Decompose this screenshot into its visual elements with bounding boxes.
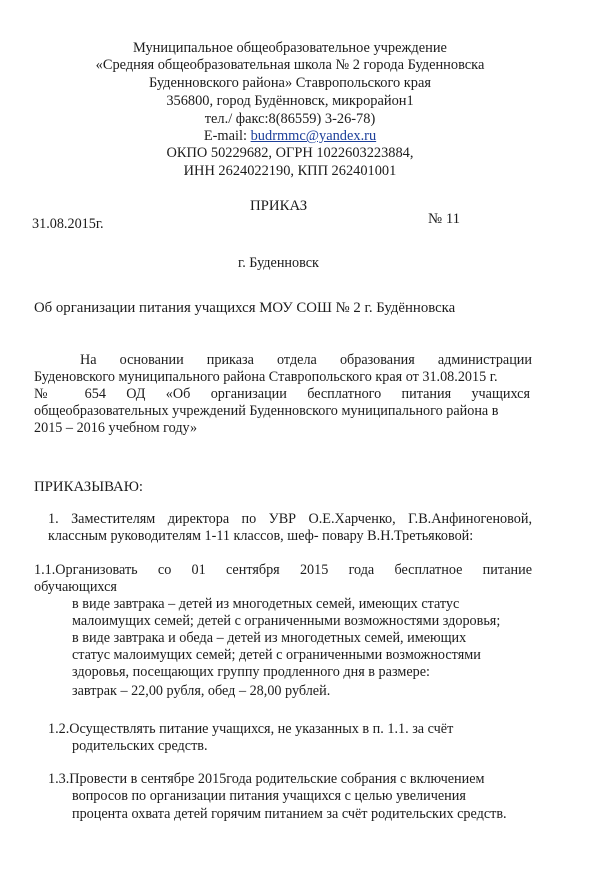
order-title: ПРИКАЗ <box>250 198 308 214</box>
order-number: № 11 <box>428 211 461 227</box>
item13-line-3: процента охвата детей горячим питанием за счёт родительских средств. <box>72 806 507 822</box>
email-link[interactable]: budrmmc@yandex.ru <box>250 128 377 144</box>
prikazyvayu-heading: ПРИКАЗЫВАЮ: <box>34 479 144 495</box>
order-subject: Об организации питания учащихся МОУ СОШ № 2 г. Будённовска <box>34 300 456 316</box>
basis-line-5: 2015 – 2016 учебном году» <box>34 420 198 436</box>
basis-line-2: Буденовского муниципального района Ставропольского края от 31.08.2015 г. <box>34 369 498 385</box>
item11-line-2: обучающихся <box>34 579 117 595</box>
item1-line-2: классным руководителям 1-11 классов, шеф- повару В.Н.Третьяковой: <box>48 528 474 544</box>
item11-line-4: малоимущих семей; детей с ограниченными возможностями здоровья; <box>72 613 501 629</box>
item11-line-1: 1.1.Организовать со 01 сентября 2015 года бесплатное питание <box>34 562 532 578</box>
item1-line-1: 1. Заместителям директора по УВР О.Е.Харченко, Г.В.Анфиногеновой, <box>48 511 532 527</box>
item13-line-1: 1.3.Провести в сентябре 2015года родительские собрания с включением <box>48 771 485 787</box>
item13-line-2: вопросов по организации питания учащихся с целью увеличения <box>72 788 466 804</box>
item12-line-2: родительских средств. <box>72 738 208 754</box>
item12-line-1: 1.2.Осуществлять питание учащихся, не указанных в п. 1.1. за счёт <box>48 721 454 737</box>
order-date: 31.08.2015г. <box>32 216 104 232</box>
header-line-2: «Средняя общеобразовательная школа № 2 города Буденновска <box>95 57 485 73</box>
item11-line-3: в виде завтрака – детей из многодетных семей, имеющих статус <box>72 596 460 612</box>
item11-line-8: завтрак – 22,00 рубля, обед – 28,00 рублей. <box>72 683 331 699</box>
header-email-line <box>20 128 560 145</box>
basis-line-4: общеобразовательных учреждений Буденновского муниципального района в <box>34 403 499 419</box>
header-line-4: 356800, город Будённовск, микрорайон1 <box>166 93 414 109</box>
email-label: E-mail: <box>203 128 251 144</box>
header-line-1: Муниципальное общеобразовательное учреждение <box>133 40 447 56</box>
basis-line-3: № 654 ОД «Об организации бесплатного питания учащихся <box>34 386 530 402</box>
header-line-3: Буденновского района» Ставропольского края <box>148 75 432 91</box>
item11-line-7: здоровья, посещающих группу продленного дня в размере: <box>72 664 430 680</box>
basis-line-1: На основании приказа отдела образования администрации <box>80 352 532 368</box>
header-inn-line: ИНН 2624022190, КПП 262401001 <box>183 163 397 179</box>
item11-line-5: в виде завтрака и обеда – детей из многодетных семей, имеющих <box>72 630 467 646</box>
item11-line-6: статус малоимущих семей; детей с ограниченными возможностями <box>72 647 481 663</box>
order-city: г. Буденновск <box>238 255 319 271</box>
header-okpo-line: ОКПО 50229682, ОГРН 1022603223884, <box>166 145 414 161</box>
header-line-5: тел./ факс:8(86559) 3-26-78) <box>204 111 376 127</box>
